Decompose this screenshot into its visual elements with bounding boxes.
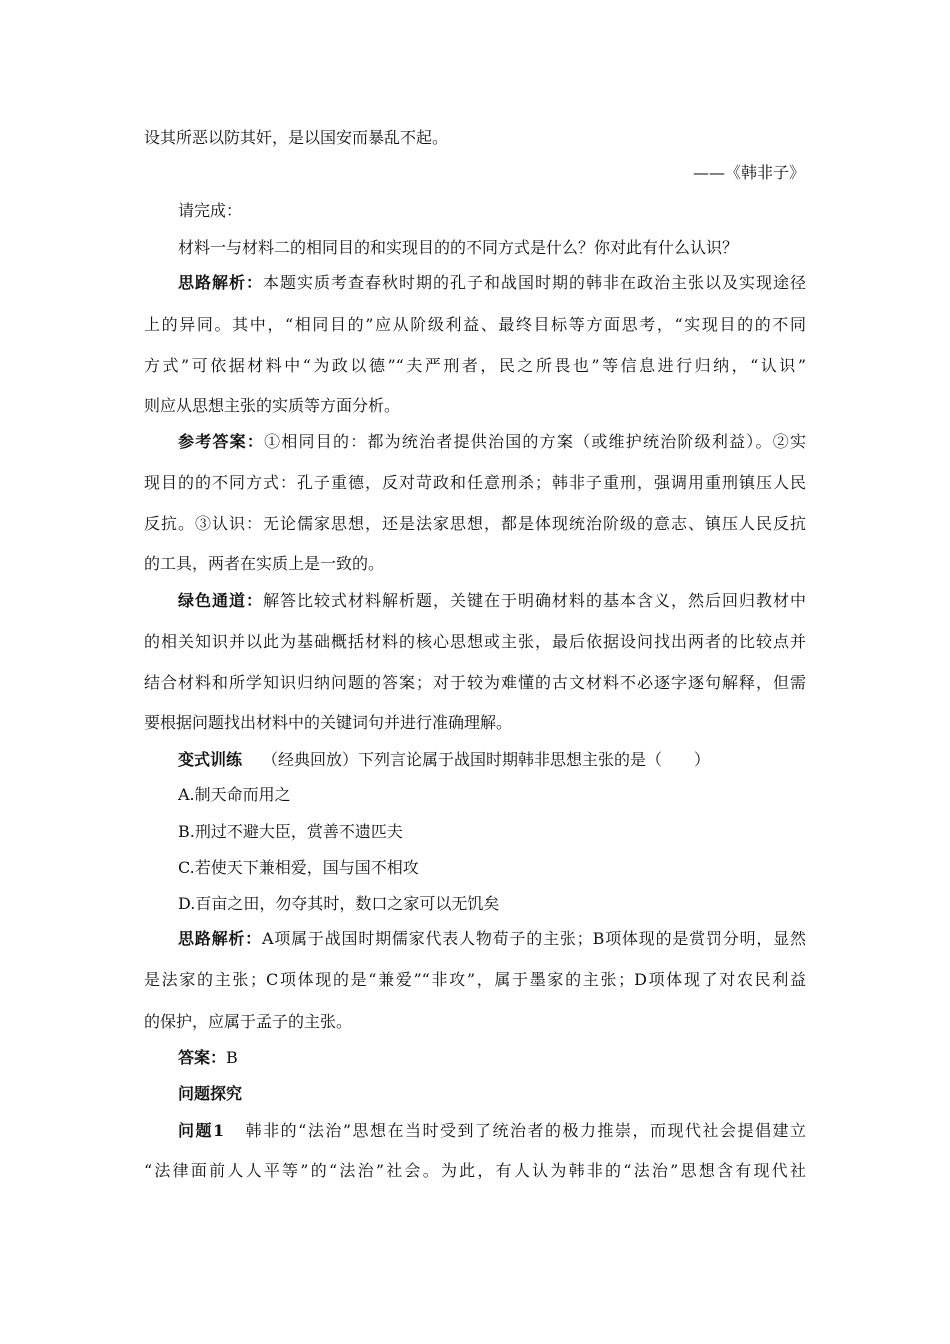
analysis1-line: 方式”可依据材料中“为政以德”“夫严刑者，民之所畏也”等信息进行归纳，“认识” (144, 356, 806, 375)
inquiry-question-label: 问题1 (178, 1121, 225, 1140)
exercise-question: 变式训练 （经典回放）下列言论属于战国时期韩非思想主张的是（ ） (178, 750, 711, 769)
green-line: 结合材料和所学知识归纳问题的答案；对于较为难懂的古文材料不必逐字逐句解释，但需 (144, 673, 806, 692)
quote-line: 设其所恶以防其奸，是以国安而暴乱不起。 (144, 128, 449, 147)
answer1-label: 参考答案： (178, 432, 265, 451)
analysis1-line: 上的异同。其中，“相同目的”应从阶级利益、最终目标等方面思考，“实现目的的不同 (144, 315, 806, 334)
analysis1-line: 思路解析：本题实质考查春秋时期的孔子和战国时期的韩非在政治主张以及实现途径 (178, 273, 806, 292)
prompt-intro: 请完成： (178, 201, 243, 220)
inquiry-heading: 问题探究 (178, 1084, 243, 1103)
green-line: 要根据问题找出材料中的关键词句并进行准确理解。 (144, 713, 513, 732)
answer1-line: 现目的的不同方式：孔子重德，反对苛政和任意刑杀；韩非子重刑，强调用重刑镇压人民 (144, 473, 806, 492)
green-line: 绿色通道：解答比较式材料解析题，关键在于明确材料的基本含义，然后回归教材中 (178, 591, 806, 610)
inquiry-line: 问题1 韩非的“法治”思想在当时受到了统治者的极力推崇，而现代社会提倡建立 (178, 1121, 806, 1140)
analysis2-line: 的保护，应属于孟子的主张。 (144, 1012, 353, 1031)
analysis2-label: 思路解析： (178, 929, 262, 948)
green-line: 的相关知识并以此为基础概括材料的核心思想或主张，最后依据设问找出两者的比较点并 (144, 632, 806, 651)
answer1-line: 参考答案：①相同目的：都为统治者提供治国的方案（或维护统治阶级利益）。②实 (178, 432, 806, 451)
answer1-line: 的工具，两者在实质上是一致的。 (144, 554, 385, 573)
analysis1-line: 则应从思想主张的实质等方面分析。 (144, 396, 401, 415)
option-c: C.若使天下兼相爱，国与国不相攻 (178, 858, 419, 877)
answer2-label: 答案： (178, 1048, 227, 1067)
exercise-label: 变式训练 (178, 750, 243, 769)
analysis2-line: 思路解析：A项属于战国时期儒家代表人物荀子的主张；B项体现的是赏罚分明，显然 (178, 929, 806, 948)
option-d: D.百亩之田，勿夺其时，数口之家可以无饥矣 (178, 894, 500, 913)
answer2-line (178, 1048, 238, 1068)
green-label: 绿色通道： (178, 591, 263, 610)
option-b: B.刑过不避大臣，赏善不遗匹夫 (178, 822, 403, 841)
quote-source: ——《韩非子》 (692, 163, 805, 182)
answer2-value: B (226, 1048, 238, 1067)
inquiry-line: “法律面前人人平等”的“法治”社会。为此，有人认为韩非的“法治”思想含有现代社 (144, 1161, 806, 1180)
option-a: A.制天命而用之 (178, 785, 291, 804)
analysis1-label: 思路解析： (178, 273, 263, 292)
analysis2-line: 是法家的主张；C项体现的是“兼爱”“非攻”，属于墨家的主张；D项体现了对农民利益 (144, 970, 806, 989)
answer1-line: 反抗。③认识：无论儒家思想，还是法家思想，都是体现统治阶级的意志、镇压人民反抗 (144, 514, 806, 533)
prompt-question: 材料一与材料二的相同目的和实现目的的不同方式是什么？你对此有什么认识？ (178, 238, 739, 257)
